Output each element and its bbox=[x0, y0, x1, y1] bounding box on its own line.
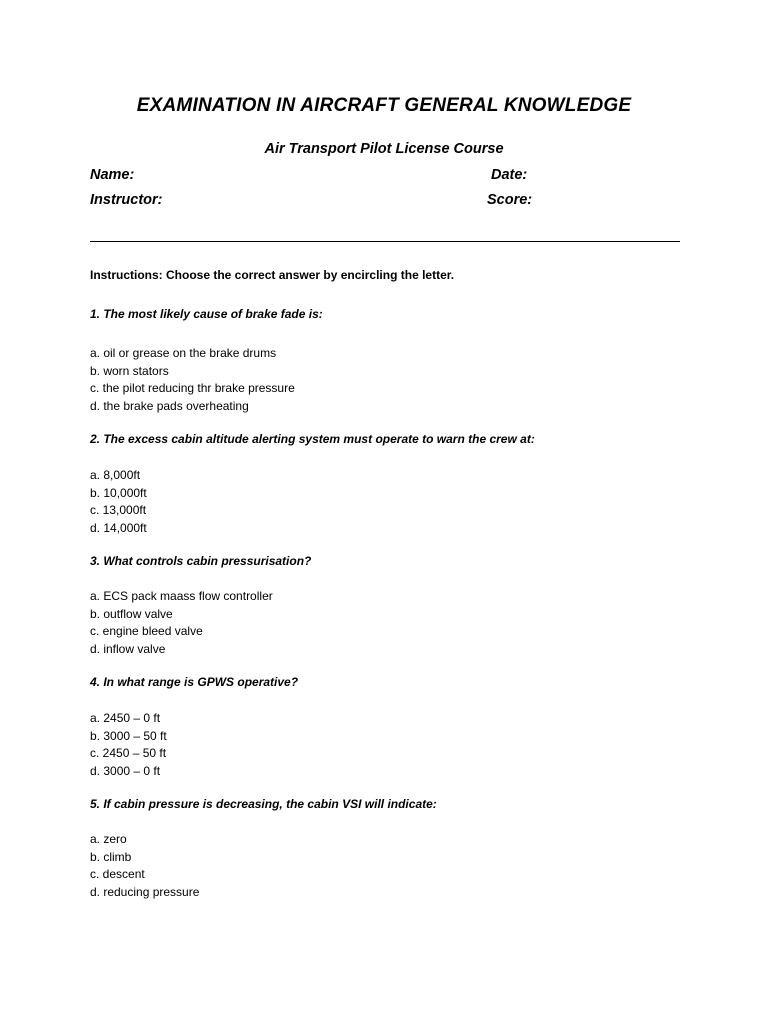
question-4-options bbox=[90, 710, 167, 780]
question-5-option-d: d. reducing pressure bbox=[90, 884, 200, 899]
question-2: 2. The excess cabin altitude alerting system must operate to warn the crew at: bbox=[90, 432, 535, 446]
question-1-option-c: c. the pilot reducing thr brake pressure bbox=[90, 381, 295, 395]
question-3-options bbox=[90, 588, 273, 658]
question-5-option-a: a. zero bbox=[90, 832, 127, 846]
name-label: Name: bbox=[90, 167, 135, 183]
question-1-option-b: b. worn stators bbox=[90, 363, 169, 378]
question-3: 3. What controls cabin pressurisation? bbox=[90, 554, 312, 568]
question-2-option-d: d. 14,000ft bbox=[90, 520, 147, 535]
question-4: 4. In what range is GPWS operative? bbox=[90, 675, 299, 689]
question-4-option-d: d. 3000 – 0 ft bbox=[90, 763, 161, 778]
instructions-text: Instructions: Choose the correct answer by encircling the letter. bbox=[90, 268, 455, 282]
question-2-option-c: c. 13,000ft bbox=[90, 503, 147, 517]
question-4-option-b: b. 3000 – 50 ft bbox=[90, 728, 167, 743]
exam-title: EXAMINATION IN AIRCRAFT GENERAL KNOWLEDGE bbox=[136, 95, 632, 116]
question-5-option-c: c. descent bbox=[90, 867, 145, 881]
question-3-option-d: d. inflow valve bbox=[90, 641, 166, 656]
instructor-label: Instructor: bbox=[90, 192, 163, 208]
question-4-option-a: a. 2450 – 0 ft bbox=[90, 711, 161, 725]
date-label: Date: bbox=[491, 167, 528, 183]
question-5-options bbox=[90, 831, 199, 901]
score-label: Score: bbox=[487, 192, 533, 208]
course-subtitle: Air Transport Pilot License Course bbox=[264, 141, 504, 157]
question-3-option-b: b. outflow valve bbox=[90, 606, 173, 621]
header-divider bbox=[90, 241, 680, 242]
question-4-option-c: c. 2450 – 50 ft bbox=[90, 746, 167, 760]
question-5: 5. If cabin pressure is decreasing, the cabin VSI will indicate: bbox=[90, 797, 437, 811]
question-2-options bbox=[90, 467, 147, 537]
question-3-option-a: a. ECS pack maass flow controller bbox=[90, 589, 273, 603]
question-2-option-a: a. 8,000ft bbox=[90, 468, 141, 482]
question-1: 1. The most likely cause of brake fade is: bbox=[90, 307, 323, 321]
question-5-option-b: b. climb bbox=[90, 849, 132, 864]
question-3-option-c: c. engine bleed valve bbox=[90, 624, 203, 638]
question-1-option-d: d. the brake pads overheating bbox=[90, 398, 249, 413]
question-1-options bbox=[90, 345, 295, 415]
question-1-option-a: a. oil or grease on the brake drums bbox=[90, 346, 277, 360]
question-2-option-b: b. 10,000ft bbox=[90, 485, 147, 500]
